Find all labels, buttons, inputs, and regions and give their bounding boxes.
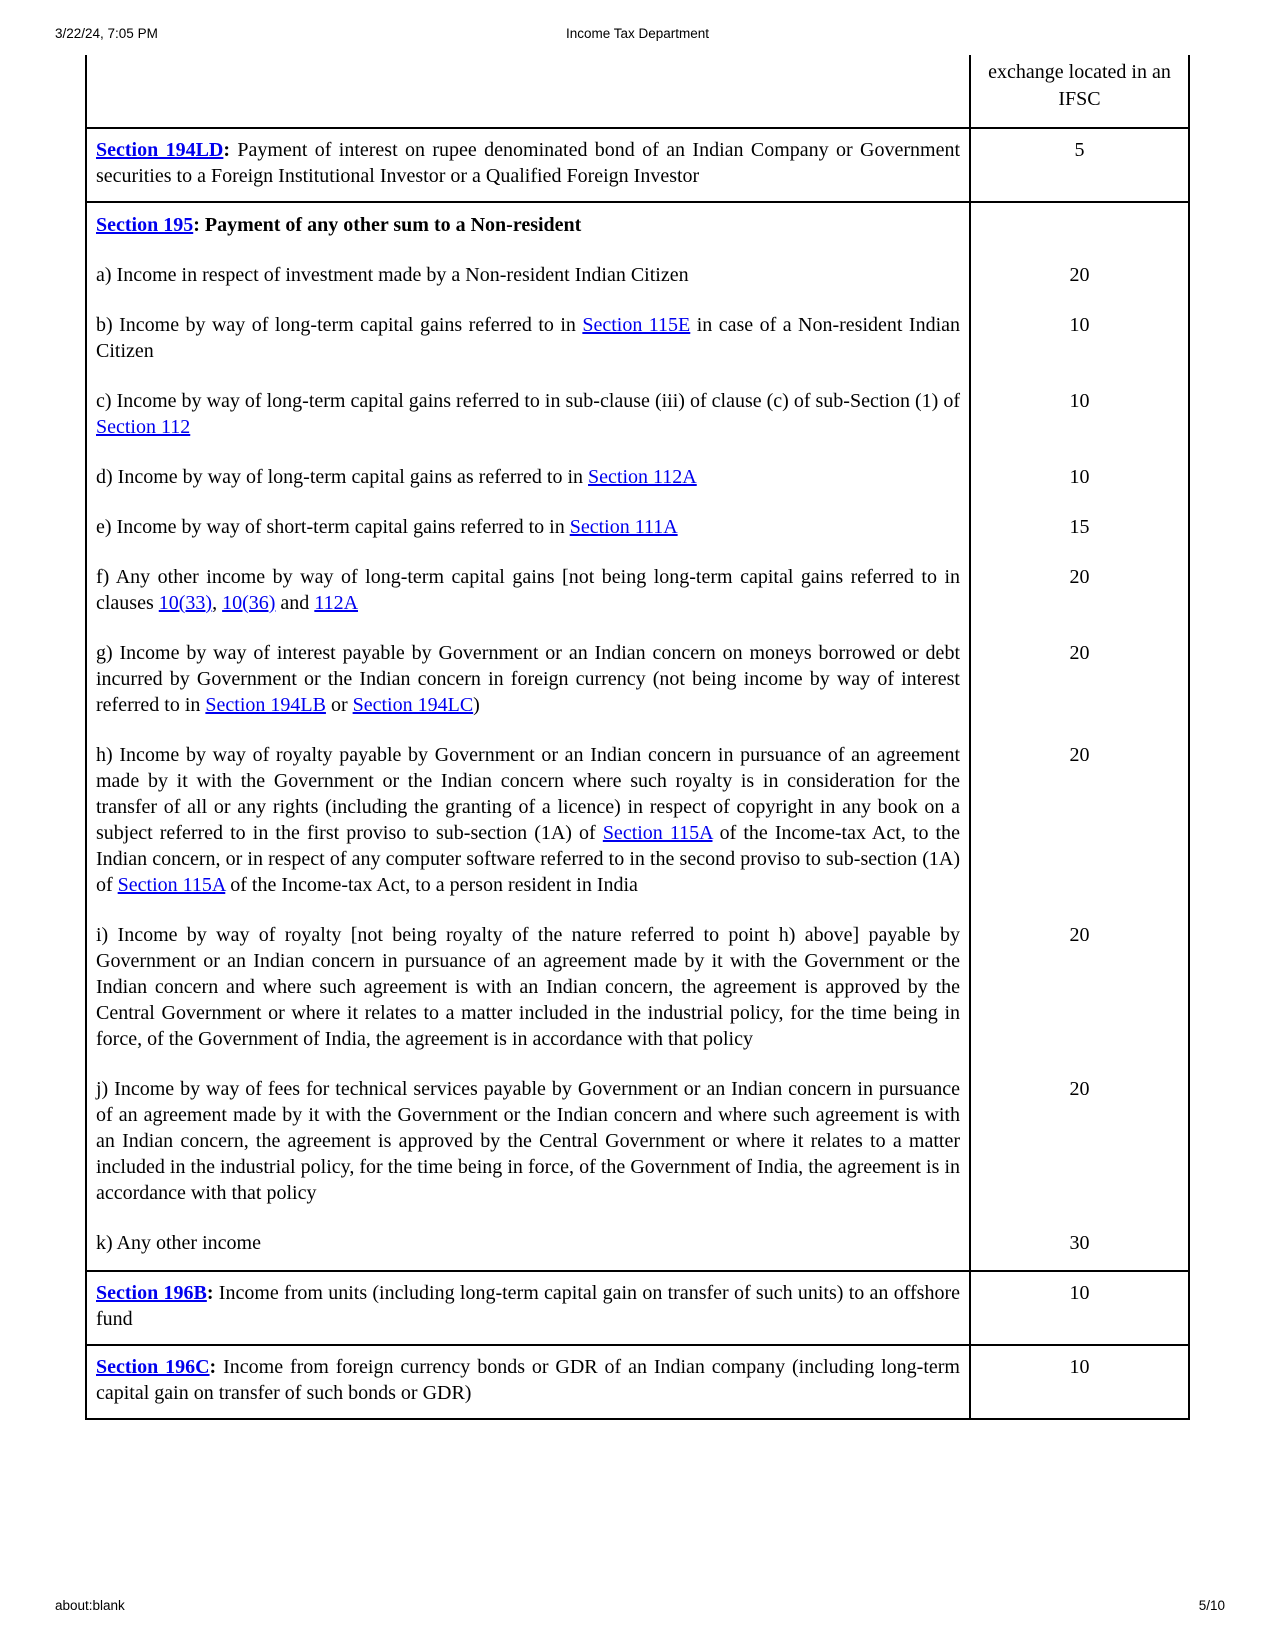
row-rate: 20: [970, 1064, 1189, 1218]
row-description: [86, 452, 970, 502]
row-195-item-a: [86, 250, 1189, 300]
row-rate: 20: [970, 552, 1189, 628]
column-header-rate: exchange located in an IFSC: [970, 55, 1189, 128]
section-link[interactable]: Section 194LD: [96, 139, 224, 161]
text-segment: c) Income by way of long-term capital gains referred to in sub-clause (iii) of clause (c) of sub-Section (1) of: [96, 390, 960, 412]
row-195-item-d: [86, 452, 1189, 502]
section-link[interactable]: Section 112A: [588, 466, 697, 488]
tax-table-container: [85, 55, 1190, 1420]
row-195-item-h: [86, 730, 1189, 910]
section-link[interactable]: Section 195: [96, 214, 194, 236]
section-link[interactable]: 10(36): [222, 592, 276, 614]
text-segment: of the Income-tax Act, to the Indian concern, or in respect of any computer software referred to in the second proviso to sub-section (1A) of: [96, 822, 960, 896]
section-link[interactable]: Section 196B: [96, 1282, 207, 1304]
text-segment: :: [206, 1282, 219, 1304]
text-segment: e) Income by way of short-term capital gains referred to in: [96, 516, 570, 538]
text-segment: Income from foreign currency bonds or GDR of an Indian company (including long-term capital gain on transfer of such bonds or GDR): [96, 1356, 960, 1404]
row-rate: 10: [970, 376, 1189, 452]
row-rate: 20: [970, 730, 1189, 910]
row-195-item-e: [86, 502, 1189, 552]
row-195-item-b: [86, 300, 1189, 376]
row-195-item-k: [86, 1218, 1189, 1271]
row-195-item-c: [86, 376, 1189, 452]
text-segment: b) Income by way of long-term capital gains referred to in: [96, 314, 583, 336]
text-segment: :: [223, 139, 238, 161]
row-rate: 20: [970, 910, 1189, 1064]
row-section-196C: [86, 1345, 1189, 1419]
row-section-195-header: [86, 202, 1189, 250]
row-description: [86, 1345, 970, 1419]
row-195-item-i: [86, 910, 1189, 1064]
section-link[interactable]: Section 115A: [117, 874, 226, 896]
row-rate: 20: [970, 628, 1189, 730]
section-link[interactable]: 10(33): [158, 592, 213, 614]
document-title: Income Tax Department: [565, 26, 710, 41]
row-description: [86, 300, 970, 376]
text-segment: d) Income by way of long-term capital gains as referred to in: [96, 466, 589, 488]
section-link[interactable]: Section 196C: [96, 1356, 210, 1378]
print-header: [0, 26, 1275, 46]
row-description: [86, 910, 970, 1064]
row-description: [86, 128, 970, 202]
text-segment: :: [209, 1356, 224, 1378]
row-section-194LD: [86, 128, 1189, 202]
row-rate: 10: [970, 452, 1189, 502]
text-segment: k) Any other income: [96, 1232, 261, 1254]
row-description: [86, 1218, 970, 1271]
text-segment: ,: [212, 592, 223, 614]
section-link[interactable]: 112A: [314, 592, 359, 614]
section-link[interactable]: Section 112: [96, 416, 191, 438]
text-segment: in case of a Non-resident Indian Citizen: [96, 314, 961, 362]
row-rate: 30: [970, 1218, 1189, 1271]
text-segment: ): [473, 694, 480, 716]
row-description: [86, 502, 970, 552]
row-rate: 10: [970, 1271, 1189, 1345]
print-footer: [0, 1598, 1275, 1618]
row-rate: [970, 202, 1189, 250]
row-description: [86, 1064, 970, 1218]
row-description: [86, 376, 970, 452]
row-195-item-f: [86, 552, 1189, 628]
text-segment: j) Income by way of fees for technical services payable by Government or an Indian concern in pursuance of an agreement made by it with the Government or the Indian concern and where such agreement is with an Indian concern, the agreement is approved by the Central Government or where it relates to a matter included in the industrial policy, for the time being in force, of the Government of India, the agreement is in accordance with that policy: [96, 1078, 960, 1204]
text-segment: and: [275, 592, 315, 614]
section-link[interactable]: Section 115E: [582, 314, 691, 336]
text-segment: h) Income by way of royalty payable by Government or an Indian concern in pursuance of an agreement made by it with the Government or the Indian concern where such royalty is in consideration for the transfer of all or any rights (including the granting of a licence) in respect of copyright in any book on a subject referred to in the first proviso to sub-section (1A) of: [96, 744, 960, 844]
text-segment: i) Income by way of royalty [not being royalty of the nature referred to point h) above] payable by Government or an Indian concern in pursuance of an agreement made by it with the Government or the Indian concern and where such agreement is with an Indian concern, the agreement is approved by the Central Government or where it relates to a matter included in the industrial policy, for the time being in force, of the Government of India, the agreement is in accordance with that policy: [96, 924, 960, 1050]
row-rate: 5: [970, 128, 1189, 202]
text-segment: : Payment of any other sum to a Non-resident: [193, 214, 582, 236]
section-link[interactable]: Section 115A: [602, 822, 713, 844]
text-segment: Payment of interest on rupee denominated bond of an Indian Company or Government securities to a Foreign Institutional Investor or a Qualified Foreign Investor: [96, 139, 960, 187]
row-description: [86, 628, 970, 730]
text-segment: Income from units (including long-term capital gain on transfer of such units) to an offshore fund: [96, 1282, 960, 1330]
section-link[interactable]: Section 111A: [569, 516, 678, 538]
text-segment: f) Any other income by way of long-term capital gains [not being long-term capital gains referred to in clauses: [96, 566, 960, 614]
row-section-196B: [86, 1271, 1189, 1345]
carryover-header-row: [86, 55, 1189, 128]
row-rate: 10: [970, 300, 1189, 376]
row-195-item-j: [86, 1064, 1189, 1218]
text-segment: or: [325, 694, 353, 716]
row-description: [86, 250, 970, 300]
row-description: [86, 730, 970, 910]
text-segment: a) Income in respect of investment made by a Non-resident Indian Citizen: [96, 264, 689, 286]
tax-rates-table: [85, 55, 1190, 1420]
footer-url: about:blank: [55, 1598, 125, 1613]
row-description: [86, 202, 970, 250]
text-segment: of the Income-tax Act, to a person resident in India: [225, 874, 638, 896]
footer-page-indicator: 5/10: [1198, 1598, 1225, 1613]
row-description: [86, 55, 970, 128]
section-link[interactable]: Section 194LB: [205, 694, 326, 716]
print-datetime: 3/22/24, 7:05 PM: [55, 26, 158, 41]
row-description: [86, 552, 970, 628]
row-rate: 15: [970, 502, 1189, 552]
section-link[interactable]: Section 194LC: [352, 694, 474, 716]
row-rate: 10: [970, 1345, 1189, 1419]
row-rate: 20: [970, 250, 1189, 300]
text-segment: g) Income by way of interest payable by Government or an Indian concern on moneys borrowed or debt incurred by Government or the Indian concern in foreign currency (not being income by way of interest referred to in: [96, 642, 960, 716]
row-195-item-g: [86, 628, 1189, 730]
tax-table-body: [86, 55, 1189, 1419]
row-description: [86, 1271, 970, 1345]
